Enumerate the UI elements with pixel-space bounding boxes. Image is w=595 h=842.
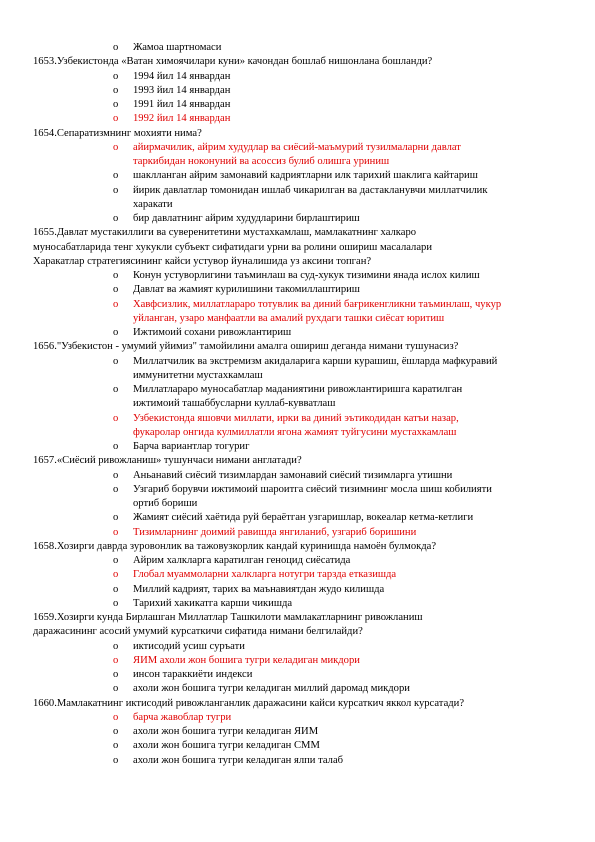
answer-option — [113, 98, 563, 112]
answer-text: Миллий кадрият, тарих ва маънавиятдан жудо килишда — [133, 583, 385, 595]
answer-text: ахоли жон бошига тугри келадиган миллий даромад микдори — [133, 683, 410, 695]
question-text: даражасининг асосий умумий курсаткичи сифатида нимани белгилайди? — [33, 626, 363, 638]
answer-text: барча жавоблар тугри — [133, 711, 232, 723]
bullet-marker: o — [113, 740, 119, 752]
answer-text: фукаролар онгида кулмиллатли ягона жамият туйгусини мустахкамлаш — [133, 426, 457, 438]
answer-option — [113, 711, 563, 725]
answer-option — [113, 654, 563, 668]
answer-text: бир давлатнинг айрим худудларини бирлаштириш — [133, 213, 360, 224]
answer-option — [113, 41, 563, 55]
answer-text: Миллатлараро муносабатлар маданиятини ривожлантиришга каратилган — [133, 384, 463, 395]
question-text: 1655.Давлат мустакиллиги ва суверенитетини мустахкамлаш, мамлакатнинг халкаро — [33, 227, 417, 239]
answer-text: Узгариб борувчи ижтимоий шароитга сиёсий тизимнинг мосла шиш кобилияти — [133, 483, 492, 495]
answer-option — [113, 739, 563, 753]
bullet-marker: o — [113, 70, 119, 82]
bullet-marker: o — [113, 483, 119, 495]
answer-option — [113, 412, 563, 441]
bullet-marker: o — [113, 384, 119, 395]
answer-option — [113, 298, 563, 327]
bullet-marker: o — [113, 583, 119, 595]
answer-text: айирмачилик, айрим худудлар ва сиёсий-маъмурий тузилмаларни давлат — [133, 141, 461, 153]
question-text: 1654.Сепаратизмнинг мохияти нима? — [33, 127, 202, 139]
answer-text: Жамият сиёсий хаётида руй бераётган узгаришлар, вокеалар кетма-кетлиги — [133, 512, 474, 524]
bullet-marker: o — [113, 569, 119, 581]
answer-option — [113, 554, 563, 568]
bullet-marker: o — [113, 754, 119, 766]
answer-text: 1991 йил 14 январдан — [133, 99, 231, 110]
answer-text: Конун устуворлигини таъминлаш ва суд-хукук тизимини янада ислох килиш — [133, 270, 480, 281]
bullet-marker: o — [113, 555, 119, 566]
bullet-marker: o — [113, 512, 119, 524]
answer-text: Жамоа шартномаси — [133, 42, 222, 53]
answer-option — [113, 440, 563, 454]
bullet-marker: o — [113, 726, 119, 737]
answer-text: иктисодий усиш суръати — [133, 640, 245, 652]
answer-text: ортиб бориши — [133, 498, 198, 509]
answer-text: Тизимларнинг доимий равишда янгиланиб, узгариб боришини — [133, 526, 417, 538]
bullet-marker: o — [113, 711, 119, 723]
bullet-marker: o — [113, 526, 119, 538]
answer-option — [113, 526, 563, 540]
bullet-marker: o — [113, 298, 119, 310]
bullet-marker: o — [113, 683, 119, 695]
answer-text: Айрим халкларга каратилган геноцид сиёсатида — [133, 555, 351, 566]
bullet-marker: o — [113, 284, 119, 296]
question-text: Харакатлар стратегиясининг кайси устувор йуналишида уз аксини топган? — [33, 255, 372, 267]
answer-option — [113, 355, 563, 384]
answer-text: Ижтимоий сохани ривожлантириш — [133, 327, 292, 338]
answer-option — [113, 511, 563, 525]
answer-option — [113, 754, 563, 768]
question-text: 1659.Хозирги кунда Бирлашган Миллатлар Ташкилоти мамлакатларнинг ривожланиш — [33, 612, 423, 623]
answer-text: Тарихий хакикатга карши чикишда — [133, 597, 293, 609]
bullet-marker: o — [113, 469, 119, 481]
bullet-marker: o — [113, 669, 119, 680]
answer-text: харакати — [133, 198, 173, 210]
bullet-marker: o — [113, 640, 119, 652]
answer-option — [113, 169, 563, 183]
answer-text: Миллатчилик ва экстремизм акидаларига карши курашиш, ёшларда мафкуравий — [133, 355, 498, 367]
answer-option — [113, 682, 563, 696]
question-text: муносабатларида тенг хукукли субъект сифатидаги урни ва ролини ошириш масалалари — [33, 241, 432, 253]
answer-text: 1992 йил 14 январдан — [133, 113, 231, 125]
question-text: 1656."Узбекистон - умумий уйимиз" тамойилини амалга ошириш деганда нимани тушунасиз? — [33, 341, 459, 353]
answer-text: иммунитетни мустахкамлаш — [133, 369, 263, 381]
bullet-marker: o — [113, 84, 119, 96]
answer-text: Узбекистонда яшовчи миллати, ирки ва диний эътикодидан катъи назар, — [133, 412, 459, 424]
answer-text: ахоли жон бошига тугри келадиган ялпи талаб — [133, 754, 344, 766]
answer-option — [113, 383, 563, 412]
bullet-marker: o — [113, 597, 119, 609]
answer-option — [113, 483, 563, 512]
answer-option — [113, 326, 563, 340]
answer-text: Барча вариантлар тогуриг — [133, 441, 250, 452]
bullet-marker: o — [113, 441, 119, 452]
bullet-marker: o — [113, 113, 119, 125]
answer-text: 1994 йил 14 январдан — [133, 70, 231, 82]
answer-option — [113, 568, 563, 582]
answer-text: ЯИМ ахоли жон бошига тугри келадиган микдори — [133, 654, 360, 666]
bullet-marker: o — [113, 412, 119, 424]
bullet-marker: o — [113, 213, 119, 224]
answer-option — [113, 141, 563, 170]
answer-text: Давлат ва жамият курилишини такомиллаштириш — [133, 284, 360, 296]
answer-text: шаклланган айрим замонавий кадриятларни илк тарихий шаклига кайтариш — [133, 170, 478, 182]
answer-option — [113, 469, 563, 483]
answer-option — [113, 583, 563, 597]
answer-option — [113, 84, 563, 98]
bullet-marker: o — [113, 654, 119, 666]
answer-option — [113, 269, 563, 283]
answer-text: 1993 йил 14 январдан — [133, 84, 231, 96]
answer-option — [113, 668, 563, 682]
answer-text: Аньанавий сиёсий тизимлардан замонавий сиёсий тизимларга утишни — [133, 469, 453, 481]
bullet-marker: o — [113, 327, 119, 338]
answer-option — [113, 725, 563, 739]
answer-text: ахоли жон бошига тугри келадиган ЯИМ — [133, 726, 319, 737]
answer-option — [113, 283, 563, 297]
question-text: 1657.«Сиёсий ривожланиш» тушунчаси нимани англатади? — [33, 455, 302, 467]
answer-option — [113, 70, 563, 84]
bullet-marker: o — [113, 42, 119, 53]
answer-text: ижтимоий ташаббусларни куллаб-кувватлаш — [133, 398, 336, 410]
bullet-marker: o — [113, 141, 119, 153]
question-text: 1660.Мамлакатнинг иктисодий ривожланганлик даражасини кайси курсаткич яккол курсатади? — [33, 697, 465, 709]
answer-text: уйланган, узаро манфаатли ва амалий рухдаги ташки сиёсат юритиш — [133, 312, 445, 324]
answer-option — [113, 112, 563, 126]
answer-text: Хавфсизлик, миллатлараро тотувлик ва диний бағрикенгликни таъминлаш, чукур — [133, 298, 502, 310]
answer-text: Глобал муаммоларни халкларга нотугри тарзда етказишда — [133, 569, 397, 581]
bullet-marker: o — [113, 184, 119, 196]
question-text: 1653.Узбекистонда «Ватан химоячилари куни» качондан бошлаб нишонлана бошланди? — [33, 56, 433, 68]
answer-text: инсон тараккиёти индекси — [133, 669, 253, 680]
bullet-marker: o — [113, 99, 119, 110]
answer-text: ахоли жон бошига тугри келадиган СММ — [133, 740, 320, 752]
answer-text: йирик давлатлар томонидан ишлаб чикарилган ва дастакланувчи миллатчилик — [133, 184, 488, 196]
bullet-marker: o — [113, 355, 119, 367]
question-text: 1658.Хозирги даврда зуровонлик ва тажовузкорлик кандай куринишда намоён булмокда? — [33, 540, 437, 552]
bullet-marker: o — [113, 270, 119, 281]
answer-option — [113, 640, 563, 654]
answer-text: таркибидан ноконуний ва асоссиз булиб олишга уриниш — [133, 156, 390, 167]
answer-option — [113, 597, 563, 611]
answer-option — [113, 212, 563, 226]
bullet-marker: o — [113, 170, 119, 182]
answer-option — [113, 184, 563, 213]
